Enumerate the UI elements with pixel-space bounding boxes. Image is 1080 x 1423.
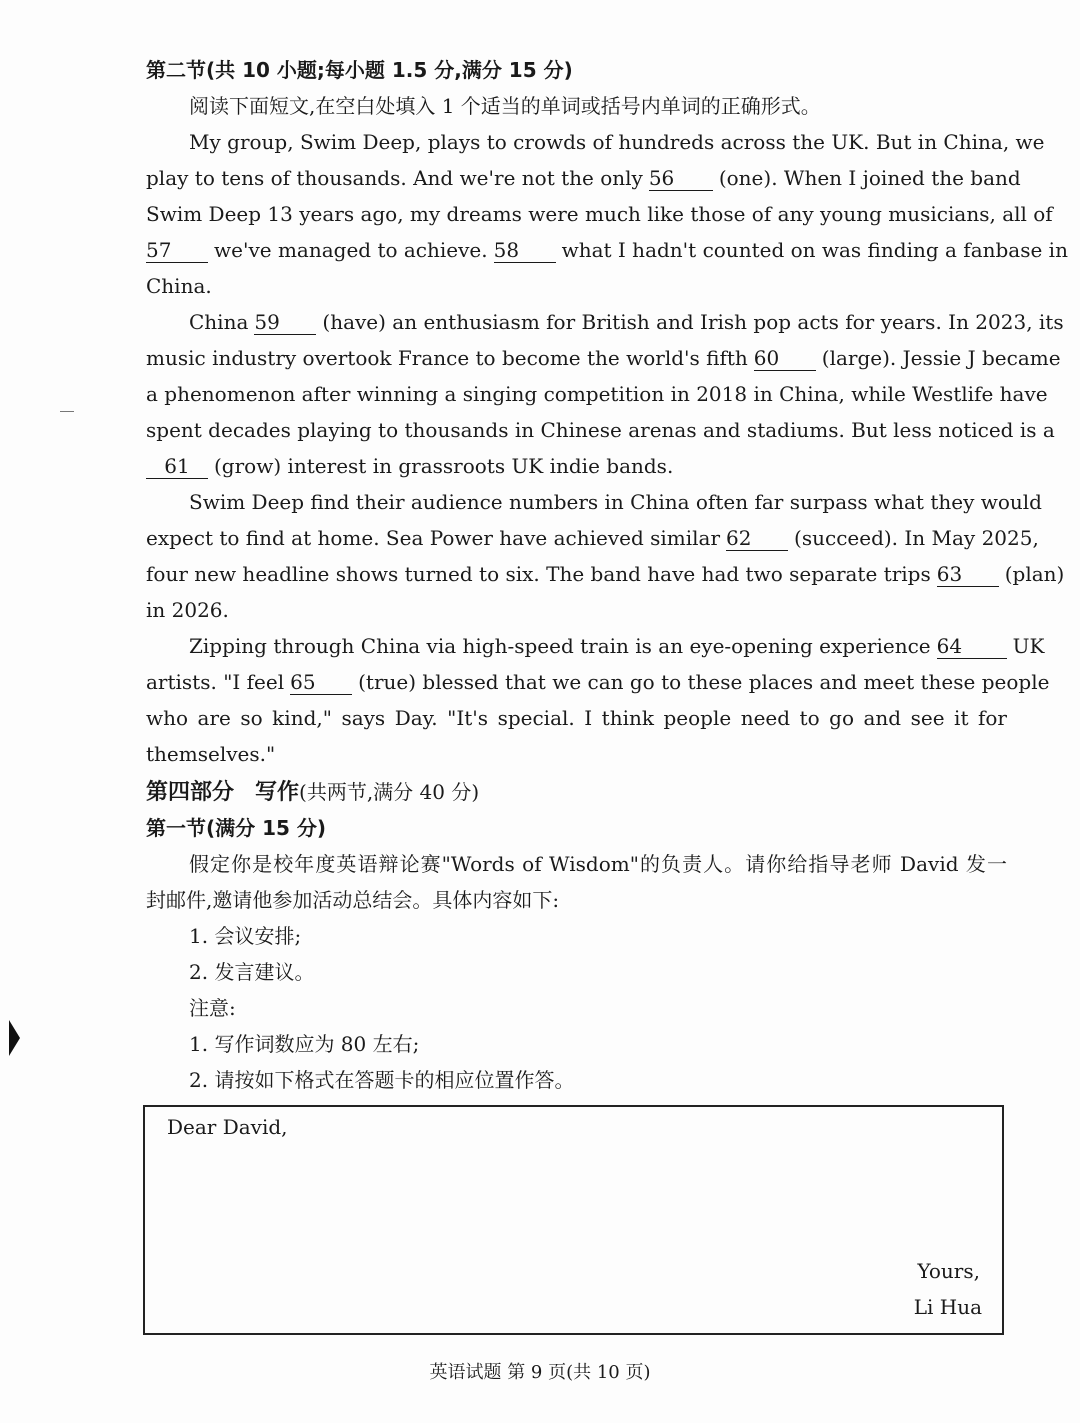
passage-line: China 59 (have) an enthusiasm for British and Irish pop acts for years. In 2023, its <box>189 310 1064 334</box>
blank-63[interactable]: 63 <box>937 562 999 587</box>
blank-64[interactable]: 64 <box>937 634 1007 659</box>
task-line: 假定你是校年度英语辩论赛"Words of Wisdom"的负责人。请你给指导老师 David 发一 <box>189 852 1007 876</box>
passage-line: China. <box>146 274 212 298</box>
passage-line: 57 we've managed to achieve. 58 what I hadn't counted on was finding a fanbase in <box>146 238 1068 262</box>
passage-line: themselves." <box>146 742 276 766</box>
blank-62[interactable]: 62 <box>726 526 788 551</box>
passage-line: My group, Swim Deep, plays to crowds of hundreds across the UK. But in China, we <box>189 130 1045 154</box>
passage-line: who are so kind," says Day. "It's special. I think people need to go and see it for <box>146 706 1007 730</box>
blank-56[interactable]: 56 <box>649 166 713 191</box>
section2-heading: 第二节(共 10 小题;每小题 1.5 分,满分 15 分) <box>146 58 573 82</box>
blank-65[interactable]: 65 <box>290 670 352 695</box>
task-item: 1. 会议安排; <box>189 924 302 948</box>
task-item: 2. 发言建议。 <box>189 960 315 984</box>
note-item: 1. 写作词数应为 80 左右; <box>189 1032 420 1056</box>
passage-line: Swim Deep find their audience numbers in China often far surpass what they would <box>189 490 1042 514</box>
margin-mark <box>60 411 74 412</box>
passage-line: 61 (grow) interest in grassroots UK indie bands. <box>146 448 1007 484</box>
passage-line: a phenomenon after winning a singing competition in 2018 in China, while Westlife have <box>146 382 1048 406</box>
note-item: 2. 请按如下格式在答题卡的相应位置作答。 <box>189 1068 575 1092</box>
part4-heading: 第四部分 写作(共两节,满分 40 分) <box>146 780 480 805</box>
page-edge-triangle-icon <box>9 1020 20 1056</box>
passage-line: in 2026. <box>146 598 229 622</box>
passage-line: four new headline shows turned to six. The band have had two separate trips 63 (plan) <box>146 562 1065 586</box>
letter-closing: Yours, <box>917 1259 980 1283</box>
passage-line: Zipping through China via high-speed train is an eye-opening experience 64 UK <box>189 634 1045 658</box>
blank-61[interactable]: 61 <box>146 454 208 479</box>
exam-page <box>146 52 1068 1098</box>
passage-line: expect to find at home. Sea Power have achieved similar 62 (succeed). In May 2025, <box>146 526 1039 550</box>
blank-59[interactable]: 59 <box>254 310 316 335</box>
note-label: 注意: <box>189 996 236 1020</box>
letter-greeting: Dear David, <box>167 1115 288 1139</box>
page-footer: 英语试题 第 9 页(共 10 页) <box>429 1362 651 1383</box>
section2-instruction: 阅读下面短文,在空白处填入 1 个适当的单词或括号内单词的正确形式。 <box>189 94 821 118</box>
blank-58[interactable]: 58 <box>494 238 556 263</box>
blank-57[interactable]: 57 <box>146 238 208 263</box>
blank-60[interactable]: 60 <box>754 346 816 371</box>
task-line: 封邮件,邀请他参加活动总结会。具体内容如下: <box>146 888 560 912</box>
letter-signature: Li Hua <box>913 1295 982 1319</box>
passage-line: play to tens of thousands. And we're not the only 56 (one). When I joined the band <box>146 166 1021 190</box>
passage-line: spent decades playing to thousands in Chinese arenas and stadiums. But less noticed is a <box>146 418 1055 442</box>
letter-answer-box <box>143 1105 1004 1335</box>
passage-line: artists. "I feel 65 (true) blessed that we can go to these places and meet these people <box>146 670 1050 694</box>
section1-heading: 第一节(满分 15 分) <box>146 816 327 840</box>
passage-line: music industry overtook France to become the world's fifth 60 (large). Jessie J became <box>146 346 1061 370</box>
passage-line: Swim Deep 13 years ago, my dreams were much like those of any young musicians, all of <box>146 202 1053 226</box>
